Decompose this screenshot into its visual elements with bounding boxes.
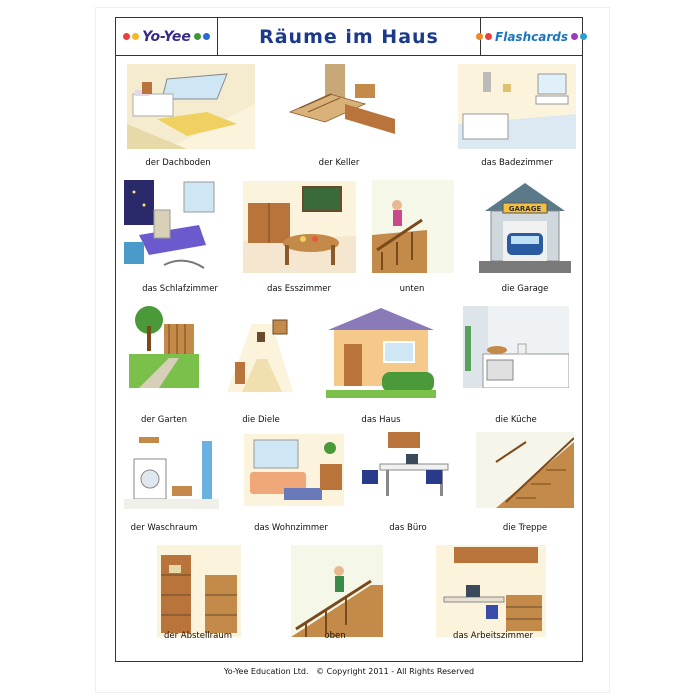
garden-icon [129,306,199,388]
page-title: Räume im Haus [259,25,439,48]
card-label: die Diele [242,415,280,425]
card-label: das Wohnzimmer [254,523,328,533]
hallway-icon [227,314,293,392]
card-label: das Esszimmer [266,284,332,294]
bedroom-icon [124,180,216,275]
stairs-icon [476,432,574,508]
storage-room-icon [157,545,241,637]
office-icon [358,430,463,510]
yo-yee-logo [115,17,218,56]
house-icon [326,306,436,398]
brand-left-text: Yo-Yee [142,28,191,45]
card-label: das Büro [389,523,427,533]
card-label: unten [399,284,425,294]
card-label: der Dachboden [145,158,211,168]
bathroom-icon [458,64,576,149]
card-label: die Garage [501,284,549,294]
card-label: der Keller [318,158,360,168]
card-label: die Treppe [502,523,548,533]
kitchen-icon [463,306,569,388]
brand-right-text: Flashcards [495,29,568,44]
copyright-footer: Yo-Yee Education Ltd. © Copyright 2011 - All Rights Reserved [223,667,475,676]
kids-icon-right [194,33,210,40]
card-label: das Badezimmer [481,158,553,168]
card-label: der Waschraum [130,523,198,533]
kids-icon-flash [476,33,492,40]
card-label: der Abstellraum [163,631,233,641]
living-room-icon [244,434,344,506]
card-label: das Haus [361,415,401,425]
card-label: das Schlafzimmer [142,284,218,294]
card-label: oben [324,631,346,641]
upstairs-icon [291,545,383,637]
kids-icon-flash-right [571,33,587,40]
laundry-room-icon [124,431,219,509]
kids-icon [123,33,139,40]
basement-icon [270,64,398,144]
title-box [218,17,480,56]
card-label: das Arbeitszimmer [453,631,533,641]
card-label: der Garten [140,415,188,425]
header [115,17,583,56]
study-icon [436,545,546,637]
garage-sign: GARAGE [508,205,542,213]
flashcards-logo [480,17,583,56]
garage-icon [479,181,571,273]
attic-icon [127,64,255,149]
card-label: die Küche [495,415,537,425]
dining-room-icon [243,181,356,273]
downstairs-icon [372,180,454,273]
